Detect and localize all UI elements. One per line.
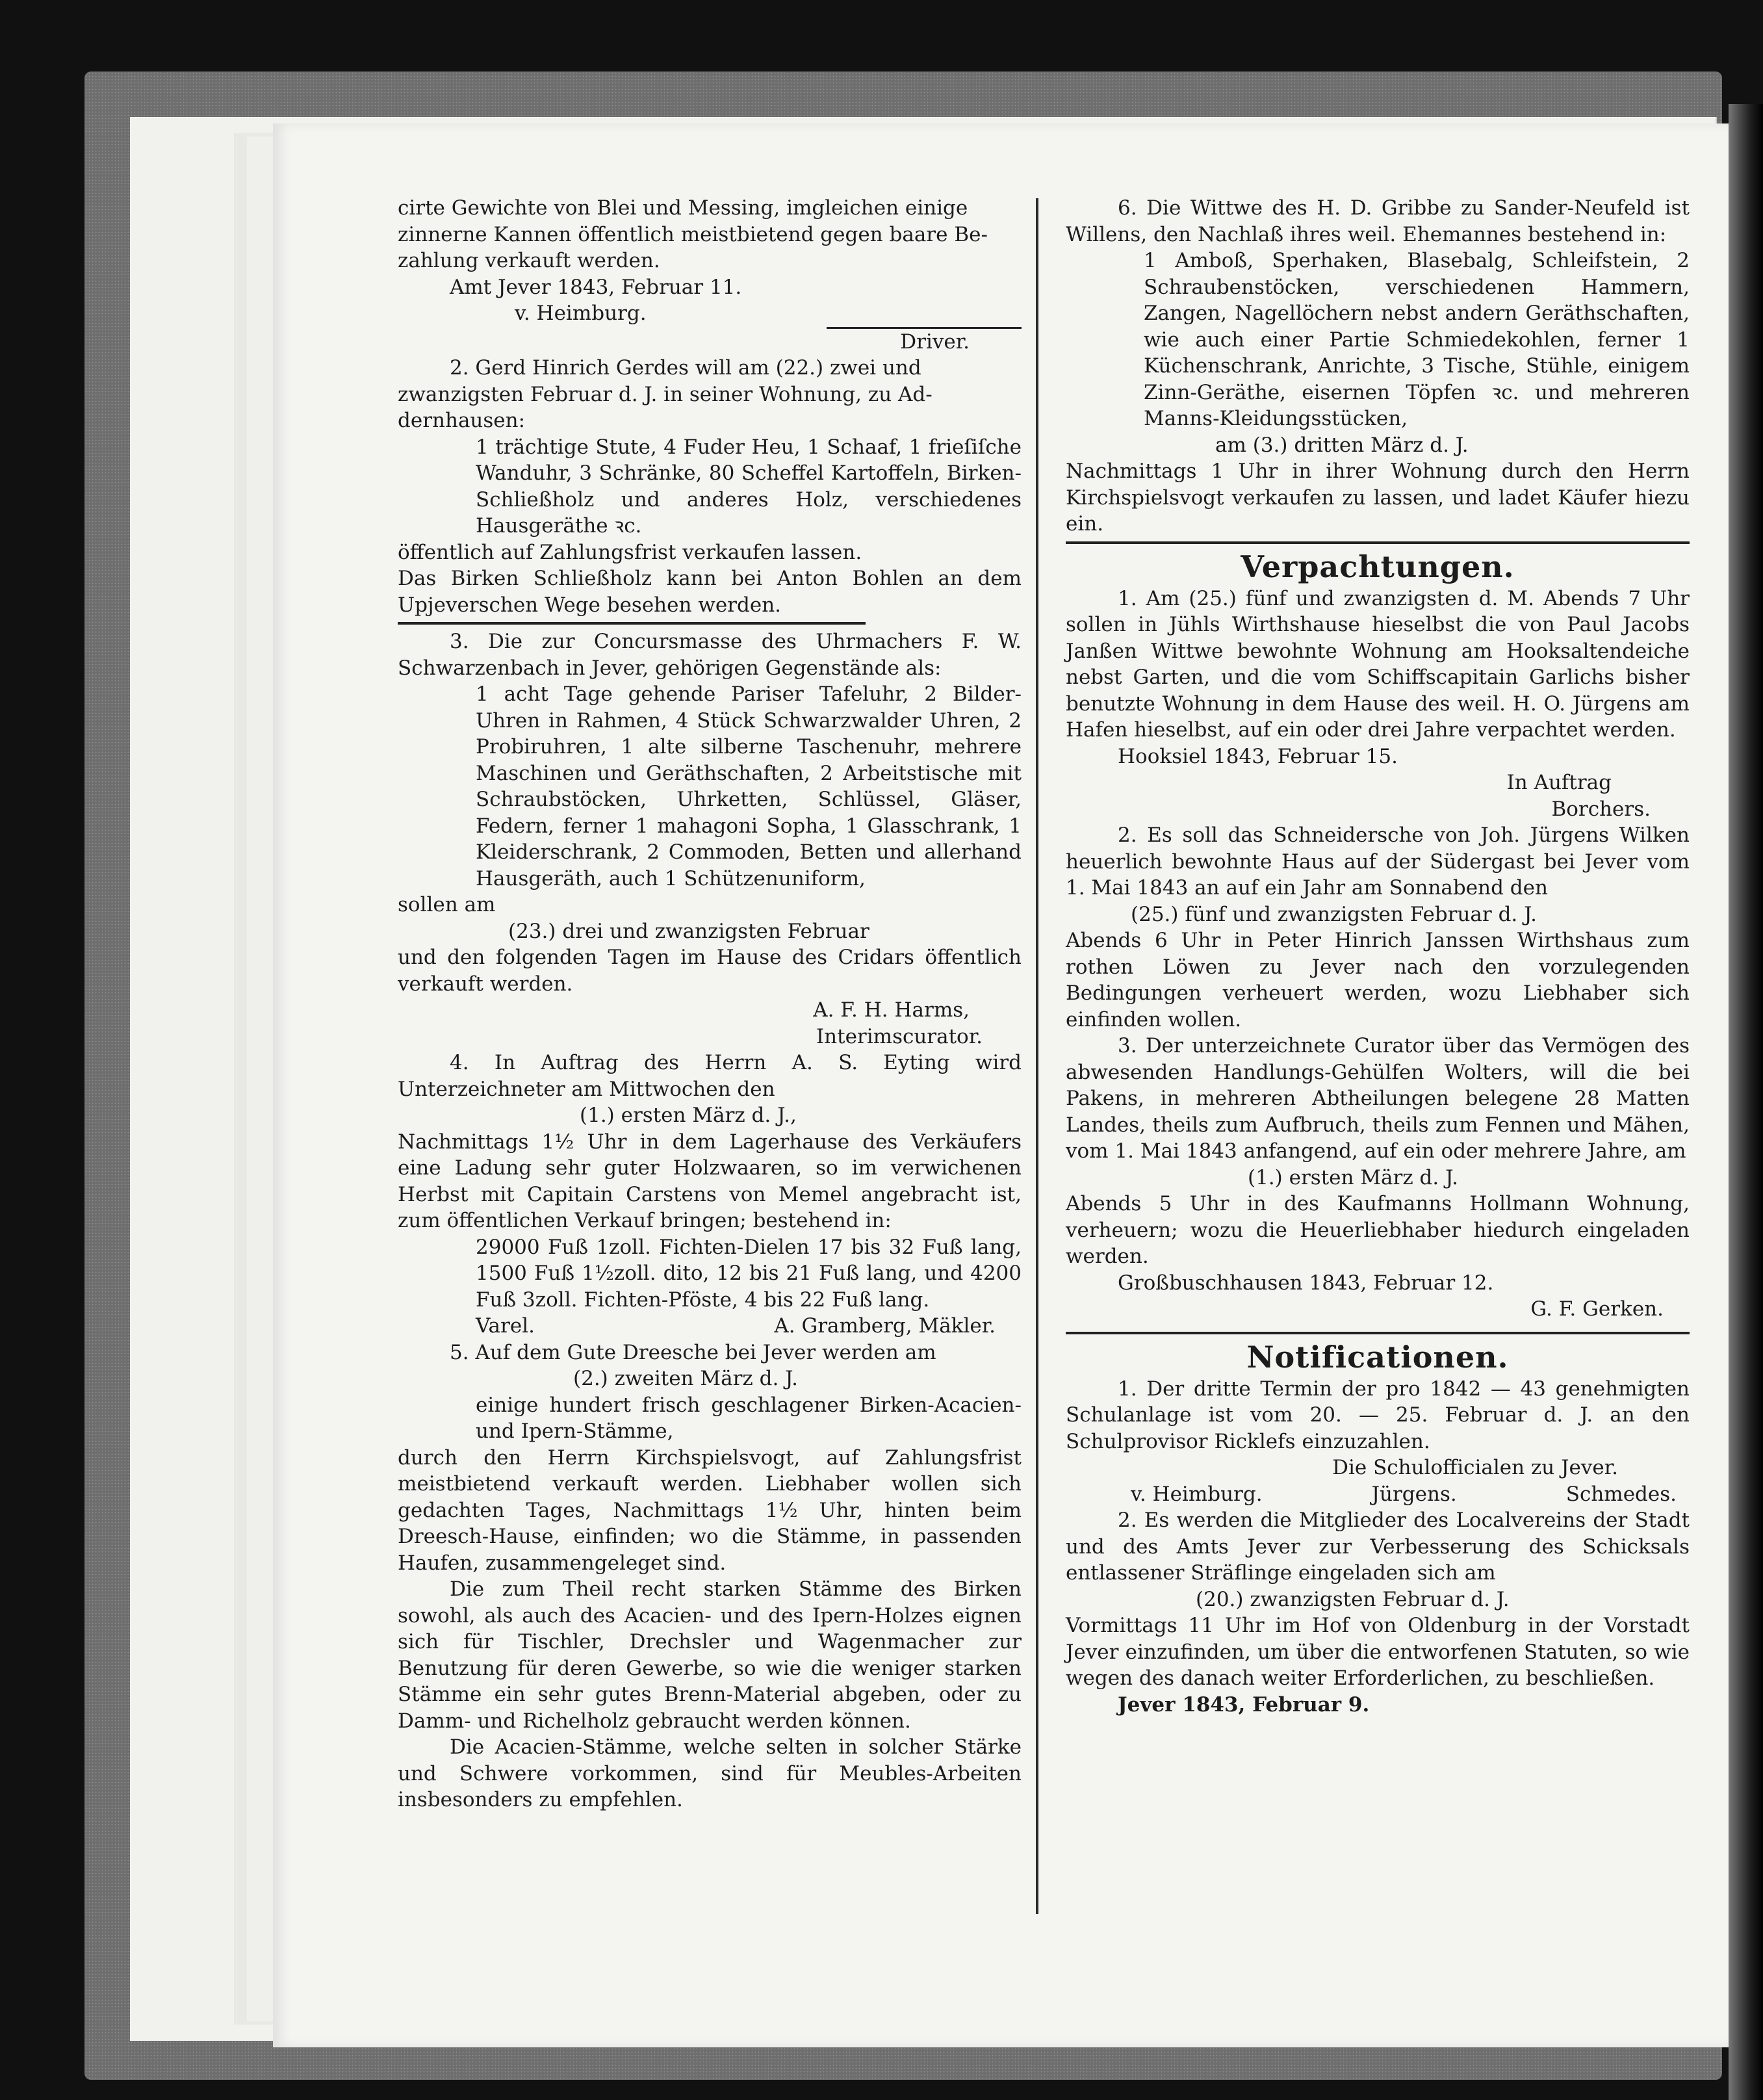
notice-text: sollen am: [398, 893, 496, 916]
notice-text: 1. Am (25.) fünf und zwanzigsten d. M. Abends 7 Uhr sollen in Jühls Wirthshause hieselbst die von Paul Jacobs Janßen Wittwe bewohnte Wohnung am Hooksaltendeiche nebst Garten, und die vom Schiffscapitain Garlichs bisher benutzte Wohnung in dem Hause des weil. H. O. Jürgens am Hafen hieselbst, auf ein oder drei Jahre verpachtet werden.: [1066, 586, 1690, 742]
notice-text: durch den Herrn Kirchspielsvogt, auf Zahlungsfrist meistbietend verkauft werden. Liebhaber wollen sich gedachten Tages, Nachmittags 1½ Uhr, hinten beim Dreesch-Hause, einfinden; wo die Stämme, in passenden Haufen, zusammengeleget sind.: [398, 1445, 1022, 1575]
notice-signature-line: [398, 1313, 1022, 1340]
notice-text: Die zum Theil recht starken Stämme des Birken sowohl, als auch des Acacien- und des Ipern-Holzes eignen sich für Tischler, Drechsler und Wagenmacher zur Benutzung für deren Gewerbe, so wie die weniger starken Stämme ein sehr gutes Brenn-Material abgeben, oder zu Damm- und Richelholz gebraucht werden können.: [398, 1577, 1022, 1733]
notice-date: Amt Jever 1843, Februar 11.: [450, 275, 742, 299]
notice-text: 2. Gerd Hinrich Gerdes will am (22.) zwei und: [450, 356, 921, 380]
notice-text: 2. Es werden die Mitglieder des Localvereins der Stadt und des Amts Jever zur Verbesserung des Schicksals entlassener Sträflinge eingeladen sich am: [1066, 1509, 1690, 1585]
notice-items: 1 Amboß, Sperhaken, Blasebalg, Schleifstein, 2 Schraubenstöcken, verschiedenen Hammern, Zangen, Nagellöchern nebst andern Geräthschaften, wie auch einer Partie Schmiedekohlen, ferner 1 Küchenschrank, Anrichte, 3 Tische, Stühle, einigem Zinn-Geräthe, eisernen Töpfen ꝛc. und mehreren Manns-Kleidungsstücken,: [1144, 249, 1690, 430]
notice-text: zinnerne Kannen öffentlich meistbietend gegen baare Be-: [398, 222, 988, 246]
notice-text: zahlung verkauft werden.: [398, 249, 660, 272]
notice-text: 2. Es soll das Schneidersche von Joh. Jürgens Wilken heuerlich bewohnte Haus auf der Südergast bei Jever vom 1. Mai 1843 an auf ein Jahr am Sonnabend den: [1066, 823, 1690, 900]
notice-signature: A. Gramberg, Mäkler.: [774, 1314, 996, 1338]
notice-signature: Borchers.: [1551, 797, 1651, 821]
notice-text: Nachmittags 1½ Uhr in dem Lagerhause des Verkäufers eine Ladung sehr guter Holzwaaren, so im verwichenen Herbst mit Capitain Carstens von Memel angebracht ist, zum öffentlichen Verkauf bringen; bestehend in:: [398, 1130, 1022, 1232]
notice-signature: Schmedes.: [1565, 1482, 1677, 1506]
notice-signature: Interimscurator.: [816, 1024, 983, 1048]
notice-text: Das Birken Schließholz kann bei Anton Bohlen an dem Upjeverschen Wege besehen werden.: [398, 567, 1022, 617]
notice-text: 1. Der dritte Termin der pro 1842 — 43 genehmigten Schulanlage ist vom 20. — 25. Februar d. J. an den Schulprovisor Ricklefs einzuzahlen.: [1066, 1377, 1690, 1453]
notice-date: (1.) ersten März d. J.,: [580, 1104, 797, 1127]
notice-date: (20.) zwanzigsten Februar d. J.: [1196, 1587, 1510, 1611]
notice-signature: A. F. H. Harms,: [813, 998, 970, 1022]
separator: [398, 622, 866, 625]
notice-date: (1.) ersten März d. J.: [1248, 1165, 1458, 1189]
notice-signature: Die Schulofficialen zu Jever.: [1332, 1456, 1618, 1479]
notice-text: dernhausen:: [398, 409, 526, 432]
notice-text: cirte Gewichte von Blei und Messing, imgleichen einige: [398, 196, 968, 220]
notice-text: Abends 6 Uhr in Peter Hinrich Janssen Wirthshaus zum rothen Löwen zu Jever nach den vorzulegenden Bedingungen verheuert werden, wozu Liebhaber sich einfinden wollen.: [1066, 929, 1690, 1031]
notice-items: 1 trächtige Stute, 4 Fuder Heu, 1 Schaaf, 1 frieſiſche Wanduhr, 3 Schränke, 80 Scheffel Kartoffeln, Birken-Schließholz und anderes Holz, verschiedenes Hausgeräthe ꝛc.: [476, 435, 1022, 538]
notice-date: Hooksiel 1843, Februar 15.: [1118, 744, 1398, 768]
notice-place: Varel.: [476, 1314, 535, 1338]
notice-text: Nachmittags 1 Uhr in ihrer Wohnung durch den Herrn Kirchspielsvogt verkaufen zu lassen, und ladet Käufer hiezu ein.: [1066, 460, 1690, 536]
notice-items: einige hundert frisch geschlagener Birken-Acacien- und Ipern-Stämme,: [476, 1393, 1022, 1443]
notice-signature: v. Heimburg.: [1131, 1482, 1263, 1506]
left-column: [398, 195, 1022, 1813]
notice-items: 29000 Fuß 1zoll. Fichten-Dielen 17 bis 32 Fuß lang, 1500 Fuß 1½zoll. dito, 12 bis 21 Fuß lang, und 4200 Fuß 3zoll. Fichten-Pföste, 4 bis 22 Fuß lang.: [476, 1235, 1022, 1312]
notice-text: Vormittags 11 Uhr im Hof von Oldenburg in der Vorstadt Jever einzufinden, um über die entworfenen Statuten, so wie wegen des danach weiter Erforderlichen, zu beschließen.: [1066, 1614, 1690, 1690]
notice-text: 5. Auf dem Gute Dreesche bei Jever werden am: [450, 1340, 936, 1364]
right-column: [1066, 195, 1690, 1718]
notice-date: (23.) drei und zwanzigsten Februar: [508, 919, 869, 943]
column-divider: [1036, 198, 1038, 1914]
notice-date: (2.) zweiten März d. J.: [573, 1367, 799, 1390]
notice-signature-line: [1066, 1481, 1690, 1508]
binding-gutter: [1729, 104, 1763, 2100]
notice-items: 1 acht Tage gehende Pariser Tafeluhr, 2 Bilder-Uhren in Rahmen, 4 Stück Schwarzwalder Uhren, 2 Probiruhren, 1 alte silberne Taschenuhr, mehrere Maschinen und Geräthschaften, 2 Arbeitstische mit Schraubstöcken, Uhrketten, Schlüssel, Gläser, Federn, ferner 1 mahagoni Sopha, 1 Glasschrank, 1 Kleiderschrank, 2 Commoden, Betten und allerhand Hausgeräth, auch 1 Schützenuniform,: [476, 682, 1022, 890]
notice-date: Großbuschhausen 1843, Februar 12.: [1118, 1271, 1494, 1295]
notice-text: öffentlich auf Zahlungsfrist verkaufen lassen.: [398, 540, 862, 564]
notice-text: 3. Die zur Concursmasse des Uhrmachers F. W. Schwarzenbach in Jever, gehörigen Gegenstände als:: [398, 630, 1022, 680]
separator: [1066, 1332, 1690, 1334]
notice-text: Abends 5 Uhr in des Kaufmanns Hollmann Wohnung, verheuern; wozu die Heuerliebhaber hiedurch eingeladen werden.: [1066, 1192, 1690, 1268]
notice-text: 4. In Auftrag des Herrn A. S. Eyting wird Unterzeichneter am Mittwochen den: [398, 1051, 1022, 1101]
notice-date: am (3.) dritten März d. J.: [1215, 433, 1469, 457]
notice-signature: v. Heimburg.: [515, 302, 647, 325]
notice-text: und den folgenden Tagen im Hause des Cridars öffentlich verkauft werden.: [398, 946, 1022, 996]
notice-text: zwanzigsten Februar d. J. in seiner Wohnung, zu Ad-: [398, 382, 933, 406]
notice-text: 3. Der unterzeichnete Curator über das Vermögen des abwesenden Handlungs-Gehülfen Wolters, will die bei Pakens, in mehreren Abtheilungen belegene 28 Matten Landes, theils zum Aufbruch, theils zum Fennen und Mähen, vom 1. Mai 1843 anfangend, auf ein oder mehrere Jahre, am: [1066, 1034, 1690, 1163]
notice-signature: Driver.: [900, 330, 970, 354]
notice-signature: G. F. Gerken.: [1530, 1297, 1664, 1321]
notice-date: (25.) fünf und zwanzigsten Februar d. J.: [1131, 902, 1538, 926]
notice-signature: Jürgens.: [1371, 1482, 1457, 1506]
section-heading-verpachtungen: Verpachtungen.: [1241, 549, 1515, 584]
notice-date: Jever 1843, Februar 9.: [1118, 1692, 1370, 1717]
notice-signature: In Auftrag: [1506, 771, 1612, 794]
section-heading-notificationen: Notificationen.: [1246, 1339, 1509, 1375]
notice-text: 6. Die Wittwe des H. D. Gribbe zu Sander-Neufeld ist Willens, den Nachlaß ihres weil. Ehemannes bestehend in:: [1066, 196, 1690, 246]
separator: [1066, 541, 1690, 544]
notice-text: Die Acacien-Stämme, welche selten in solcher Stärke und Schwere vorkommen, sind für Meubles-Arbeiten insbesonders zu empfehlen.: [398, 1735, 1022, 1811]
